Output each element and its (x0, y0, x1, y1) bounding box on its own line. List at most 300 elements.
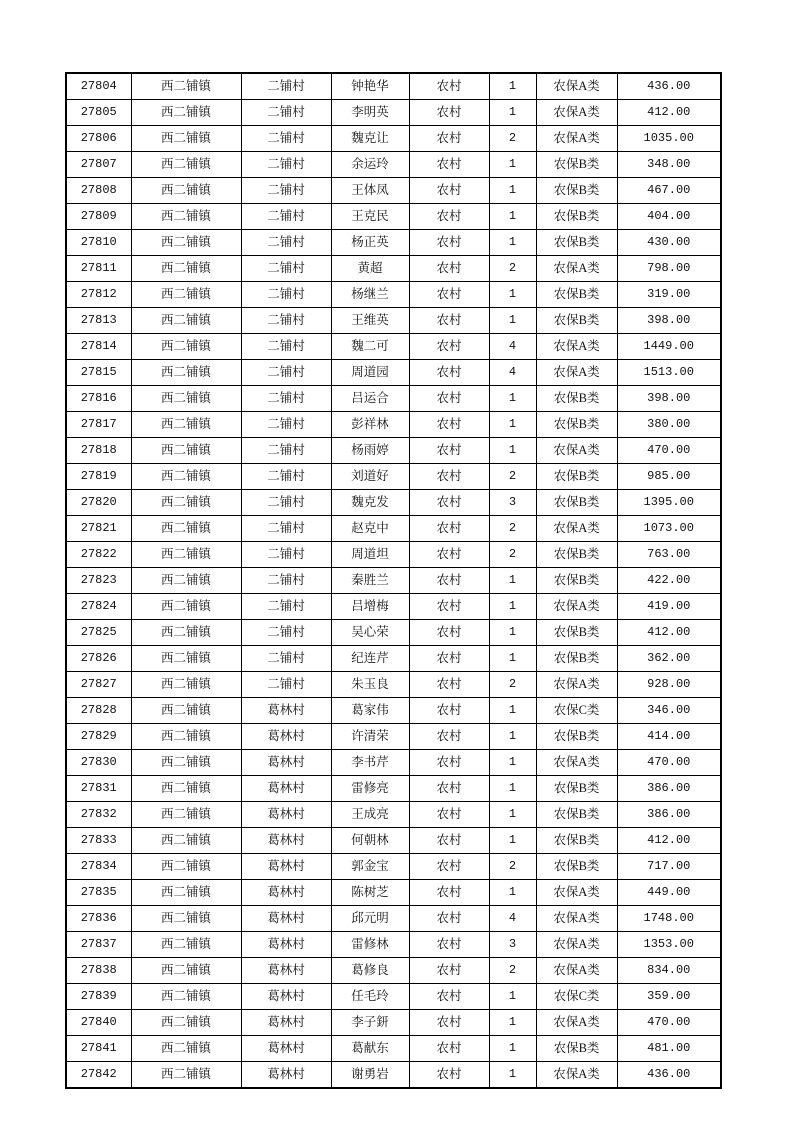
table-cell: 2 (489, 958, 536, 984)
table-cell: 杨正英 (331, 230, 409, 256)
table-cell: 二铺村 (241, 568, 331, 594)
table-row (66, 828, 721, 854)
table-cell: 钟艳华 (331, 73, 409, 100)
table-row (66, 672, 721, 698)
table-cell: 1 (489, 646, 536, 672)
table-cell: 魏克让 (331, 126, 409, 152)
table-cell: 西二铺镇 (131, 854, 241, 880)
table-cell: 西二铺镇 (131, 412, 241, 438)
table-row (66, 958, 721, 984)
table-cell: 27815 (66, 360, 131, 386)
table-cell: 葛林村 (241, 828, 331, 854)
table-cell: 27825 (66, 620, 131, 646)
table-cell: 1 (489, 386, 536, 412)
table-row (66, 932, 721, 958)
table-cell: 农村 (409, 178, 489, 204)
pension-roster-table (65, 72, 722, 1089)
table-cell: 葛林村 (241, 802, 331, 828)
table-cell: 农保B类 (536, 776, 617, 802)
table-cell: 王维英 (331, 308, 409, 334)
table-cell: 1 (489, 724, 536, 750)
table-cell: 717.00 (617, 854, 721, 880)
table-cell: 农村 (409, 308, 489, 334)
table-cell: 380.00 (617, 412, 721, 438)
table-cell: 农保A类 (536, 750, 617, 776)
table-cell: 二铺村 (241, 334, 331, 360)
table-row (66, 568, 721, 594)
table-cell: 西二铺镇 (131, 984, 241, 1010)
table-cell: 1073.00 (617, 516, 721, 542)
table-cell: 412.00 (617, 828, 721, 854)
table-cell: 西二铺镇 (131, 828, 241, 854)
table-cell: 吴心荣 (331, 620, 409, 646)
table-cell: 农保B类 (536, 412, 617, 438)
table-cell: 348.00 (617, 152, 721, 178)
table-cell: 彭祥林 (331, 412, 409, 438)
table-cell: 27813 (66, 308, 131, 334)
table-cell: 4 (489, 906, 536, 932)
table-cell: 27806 (66, 126, 131, 152)
table-cell: 1 (489, 178, 536, 204)
table-cell: 1 (489, 984, 536, 1010)
table-cell: 西二铺镇 (131, 594, 241, 620)
table-cell: 农保B类 (536, 828, 617, 854)
table-cell: 农保A类 (536, 100, 617, 126)
table-cell: 359.00 (617, 984, 721, 1010)
table-cell: 27833 (66, 828, 131, 854)
table-cell: 27821 (66, 516, 131, 542)
table-cell: 346.00 (617, 698, 721, 724)
table-cell: 农村 (409, 282, 489, 308)
table-row (66, 802, 721, 828)
table-cell: 农村 (409, 1062, 489, 1089)
table-cell: 农村 (409, 386, 489, 412)
table-cell: 二铺村 (241, 542, 331, 568)
table-cell: 葛林村 (241, 880, 331, 906)
table-cell: 农村 (409, 958, 489, 984)
table-cell: 430.00 (617, 230, 721, 256)
table-cell: 1 (489, 438, 536, 464)
table-row (66, 646, 721, 672)
table-cell: 农保A类 (536, 256, 617, 282)
table-cell: 农保B类 (536, 1036, 617, 1062)
table-cell: 西二铺镇 (131, 620, 241, 646)
table-cell: 27810 (66, 230, 131, 256)
table-cell: 27829 (66, 724, 131, 750)
table-cell: 二铺村 (241, 126, 331, 152)
table-cell: 魏克发 (331, 490, 409, 516)
table-row (66, 126, 721, 152)
table-cell: 1 (489, 620, 536, 646)
table-cell: 二铺村 (241, 516, 331, 542)
table-cell: 928.00 (617, 672, 721, 698)
table-cell: 1035.00 (617, 126, 721, 152)
table-cell: 4 (489, 360, 536, 386)
table-cell: 郭金宝 (331, 854, 409, 880)
table-row (66, 542, 721, 568)
table-cell: 467.00 (617, 178, 721, 204)
table-cell: 周道园 (331, 360, 409, 386)
table-cell: 农村 (409, 438, 489, 464)
table-row (66, 1036, 721, 1062)
table-cell: 农村 (409, 724, 489, 750)
table-cell: 农保B类 (536, 204, 617, 230)
table-cell: 农保B类 (536, 282, 617, 308)
table-cell: 798.00 (617, 256, 721, 282)
table-cell: 吕增梅 (331, 594, 409, 620)
table-cell: 西二铺镇 (131, 204, 241, 230)
table-cell: 二铺村 (241, 282, 331, 308)
table-row (66, 906, 721, 932)
table-cell: 西二铺镇 (131, 1036, 241, 1062)
table-cell: 二铺村 (241, 646, 331, 672)
table-cell: 农村 (409, 126, 489, 152)
table-cell: 农保A类 (536, 126, 617, 152)
table-cell: 398.00 (617, 308, 721, 334)
table-cell: 西二铺镇 (131, 126, 241, 152)
table-row (66, 412, 721, 438)
table-cell: 西二铺镇 (131, 100, 241, 126)
table-cell: 葛家伟 (331, 698, 409, 724)
table-cell: 27808 (66, 178, 131, 204)
table-cell: 农保A类 (536, 594, 617, 620)
table-cell: 农保A类 (536, 1062, 617, 1089)
table-cell: 二铺村 (241, 308, 331, 334)
table-row (66, 178, 721, 204)
table-row (66, 620, 721, 646)
table-cell: 二铺村 (241, 360, 331, 386)
table-cell: 农村 (409, 73, 489, 100)
table-cell: 27820 (66, 490, 131, 516)
table-cell: 27836 (66, 906, 131, 932)
table-cell: 农村 (409, 802, 489, 828)
table-cell: 1748.00 (617, 906, 721, 932)
table-cell: 农村 (409, 620, 489, 646)
table-cell: 农村 (409, 1036, 489, 1062)
table-cell: 农保B类 (536, 464, 617, 490)
table-cell: 农保B类 (536, 230, 617, 256)
table-cell: 481.00 (617, 1036, 721, 1062)
table-row (66, 594, 721, 620)
table-cell: 西二铺镇 (131, 1062, 241, 1089)
table-cell: 西二铺镇 (131, 646, 241, 672)
table-cell: 27840 (66, 1010, 131, 1036)
table-cell: 魏二可 (331, 334, 409, 360)
table-cell: 农村 (409, 828, 489, 854)
table-cell: 农保A类 (536, 438, 617, 464)
table-cell: 386.00 (617, 802, 721, 828)
table-cell: 西二铺镇 (131, 568, 241, 594)
table-cell: 2 (489, 516, 536, 542)
table-cell: 1 (489, 828, 536, 854)
table-cell: 农保A类 (536, 958, 617, 984)
table-cell: 二铺村 (241, 412, 331, 438)
table-cell: 农村 (409, 334, 489, 360)
table-cell: 27822 (66, 542, 131, 568)
table-cell: 农保A类 (536, 360, 617, 386)
table-cell: 农保A类 (536, 1010, 617, 1036)
table-row (66, 308, 721, 334)
table-cell: 412.00 (617, 100, 721, 126)
table-cell: 419.00 (617, 594, 721, 620)
table-cell: 农村 (409, 256, 489, 282)
table-cell: 西二铺镇 (131, 958, 241, 984)
table-cell: 二铺村 (241, 490, 331, 516)
table-cell: 农村 (409, 750, 489, 776)
table-row (66, 282, 721, 308)
table-cell: 农保B类 (536, 620, 617, 646)
table-cell: 2 (489, 672, 536, 698)
table-row (66, 698, 721, 724)
table-cell: 414.00 (617, 724, 721, 750)
table-cell: 葛林村 (241, 724, 331, 750)
table-cell: 农村 (409, 204, 489, 230)
table-cell: 27818 (66, 438, 131, 464)
table-cell: 农村 (409, 932, 489, 958)
table-cell: 农保A类 (536, 932, 617, 958)
table-cell: 449.00 (617, 880, 721, 906)
table-cell: 西二铺镇 (131, 464, 241, 490)
table-cell: 二铺村 (241, 152, 331, 178)
table-cell: 王体凤 (331, 178, 409, 204)
table-cell: 农保B类 (536, 542, 617, 568)
table-row (66, 854, 721, 880)
table-cell: 412.00 (617, 620, 721, 646)
table-cell: 2 (489, 256, 536, 282)
table-cell: 二铺村 (241, 178, 331, 204)
table-cell: 1513.00 (617, 360, 721, 386)
table-cell: 农村 (409, 412, 489, 438)
table-cell: 周道坦 (331, 542, 409, 568)
table-row (66, 230, 721, 256)
table-cell: 27827 (66, 672, 131, 698)
table-cell: 刘道好 (331, 464, 409, 490)
table-cell: 何朝林 (331, 828, 409, 854)
table-row (66, 1062, 721, 1089)
table-cell: 27839 (66, 984, 131, 1010)
table-cell: 西二铺镇 (131, 282, 241, 308)
table-cell: 雷修亮 (331, 776, 409, 802)
table-cell: 吕运合 (331, 386, 409, 412)
table-cell: 27834 (66, 854, 131, 880)
table-cell: 农保A类 (536, 906, 617, 932)
table-cell: 西二铺镇 (131, 360, 241, 386)
table-cell: 27814 (66, 334, 131, 360)
table-cell: 1 (489, 568, 536, 594)
table-cell: 余运玲 (331, 152, 409, 178)
table-cell: 秦胜兰 (331, 568, 409, 594)
table-cell: 李书芹 (331, 750, 409, 776)
table-cell: 西二铺镇 (131, 152, 241, 178)
table-cell: 二铺村 (241, 620, 331, 646)
table-cell: 西二铺镇 (131, 724, 241, 750)
table-row (66, 750, 721, 776)
table-cell: 1 (489, 880, 536, 906)
table-cell: 农村 (409, 880, 489, 906)
table-cell: 葛林村 (241, 698, 331, 724)
table-cell: 27816 (66, 386, 131, 412)
table-cell: 黄超 (331, 256, 409, 282)
table-cell: 27841 (66, 1036, 131, 1062)
table-cell: 农保A类 (536, 880, 617, 906)
table-cell: 农保B类 (536, 646, 617, 672)
table-cell: 西二铺镇 (131, 698, 241, 724)
table-cell: 27835 (66, 880, 131, 906)
table-cell: 西二铺镇 (131, 776, 241, 802)
table-cell: 农村 (409, 906, 489, 932)
table-cell: 陈树芝 (331, 880, 409, 906)
table-cell: 西二铺镇 (131, 880, 241, 906)
table-cell: 农村 (409, 1010, 489, 1036)
table-cell: 1 (489, 750, 536, 776)
table-cell: 27819 (66, 464, 131, 490)
table-cell: 农村 (409, 776, 489, 802)
table-cell: 李子鈃 (331, 1010, 409, 1036)
table-cell: 农村 (409, 672, 489, 698)
table-cell: 27828 (66, 698, 131, 724)
table-cell: 农村 (409, 646, 489, 672)
table-cell: 470.00 (617, 438, 721, 464)
table-cell: 2 (489, 464, 536, 490)
table-cell: 27838 (66, 958, 131, 984)
table-cell: 农保B类 (536, 802, 617, 828)
table-cell: 27817 (66, 412, 131, 438)
table-cell: 404.00 (617, 204, 721, 230)
table-cell: 西二铺镇 (131, 386, 241, 412)
table-row (66, 334, 721, 360)
table-cell: 1 (489, 412, 536, 438)
table-cell: 葛林村 (241, 1036, 331, 1062)
table-cell: 1 (489, 594, 536, 620)
table-cell: 1 (489, 1062, 536, 1089)
table-cell: 王成亮 (331, 802, 409, 828)
table-cell: 436.00 (617, 1062, 721, 1089)
table-row (66, 100, 721, 126)
table-cell: 二铺村 (241, 73, 331, 100)
table-cell: 农保B类 (536, 308, 617, 334)
table-row (66, 880, 721, 906)
table-cell: 1 (489, 802, 536, 828)
table-cell: 农保A类 (536, 73, 617, 100)
table-cell: 二铺村 (241, 464, 331, 490)
table-cell: 西二铺镇 (131, 73, 241, 100)
table-cell: 470.00 (617, 750, 721, 776)
table-cell: 3 (489, 490, 536, 516)
table-cell: 362.00 (617, 646, 721, 672)
table-cell: 农村 (409, 464, 489, 490)
table-cell: 27807 (66, 152, 131, 178)
table-cell: 27809 (66, 204, 131, 230)
table-cell: 1395.00 (617, 490, 721, 516)
table-cell: 农村 (409, 984, 489, 1010)
table-cell: 西二铺镇 (131, 490, 241, 516)
table-cell: 二铺村 (241, 230, 331, 256)
table-cell: 农保B类 (536, 854, 617, 880)
table-cell: 葛林村 (241, 854, 331, 880)
table-cell: 纪连芹 (331, 646, 409, 672)
table-cell: 二铺村 (241, 438, 331, 464)
table-cell: 27824 (66, 594, 131, 620)
table-cell: 农保B类 (536, 490, 617, 516)
table-cell: 农保B类 (536, 568, 617, 594)
table-cell: 西二铺镇 (131, 438, 241, 464)
table-cell: 葛林村 (241, 906, 331, 932)
table-row (66, 73, 721, 100)
table-cell: 农村 (409, 698, 489, 724)
table-cell: 27811 (66, 256, 131, 282)
table-cell: 西二铺镇 (131, 178, 241, 204)
table-cell: 1449.00 (617, 334, 721, 360)
table-cell: 农保A类 (536, 334, 617, 360)
table-cell: 2 (489, 542, 536, 568)
table-cell: 西二铺镇 (131, 802, 241, 828)
table-cell: 许清荣 (331, 724, 409, 750)
table-cell: 27805 (66, 100, 131, 126)
table-cell: 谢勇岩 (331, 1062, 409, 1089)
table-row (66, 464, 721, 490)
table-row (66, 724, 721, 750)
table-cell: 朱玉良 (331, 672, 409, 698)
table-cell: 386.00 (617, 776, 721, 802)
table-cell: 农村 (409, 230, 489, 256)
table-cell: 西二铺镇 (131, 906, 241, 932)
table-cell: 葛林村 (241, 1062, 331, 1089)
table-cell: 西二铺镇 (131, 256, 241, 282)
table-cell: 杨继兰 (331, 282, 409, 308)
table-cell: 4 (489, 334, 536, 360)
table-cell: 农保C类 (536, 698, 617, 724)
table-cell: 葛林村 (241, 932, 331, 958)
table-cell: 西二铺镇 (131, 1010, 241, 1036)
table-row (66, 776, 721, 802)
table-cell: 1 (489, 282, 536, 308)
table-cell: 葛修良 (331, 958, 409, 984)
table-body (66, 73, 721, 1088)
table-cell: 436.00 (617, 73, 721, 100)
table-cell: 农村 (409, 516, 489, 542)
table-cell: 西二铺镇 (131, 230, 241, 256)
table-cell: 农村 (409, 854, 489, 880)
table-cell: 西二铺镇 (131, 516, 241, 542)
table-cell: 葛林村 (241, 1010, 331, 1036)
table-row (66, 516, 721, 542)
table-cell: 葛林村 (241, 958, 331, 984)
table-cell: 2 (489, 126, 536, 152)
table-cell: 2 (489, 854, 536, 880)
table-cell: 赵克中 (331, 516, 409, 542)
table-cell: 农保A类 (536, 672, 617, 698)
table-cell: 1 (489, 204, 536, 230)
table-cell: 985.00 (617, 464, 721, 490)
table-cell: 1 (489, 152, 536, 178)
table-cell: 杨雨婷 (331, 438, 409, 464)
table-cell: 农保C类 (536, 984, 617, 1010)
table-cell: 李明英 (331, 100, 409, 126)
table-cell: 农村 (409, 152, 489, 178)
table-cell: 27804 (66, 73, 131, 100)
table-cell: 任毛玲 (331, 984, 409, 1010)
table-cell: 319.00 (617, 282, 721, 308)
table-cell: 农保A类 (536, 516, 617, 542)
table-row (66, 360, 721, 386)
table-cell: 西二铺镇 (131, 308, 241, 334)
table-cell: 834.00 (617, 958, 721, 984)
table-cell: 王克民 (331, 204, 409, 230)
table-cell: 1 (489, 100, 536, 126)
table-cell: 3 (489, 932, 536, 958)
table-cell: 葛林村 (241, 750, 331, 776)
table-row (66, 386, 721, 412)
